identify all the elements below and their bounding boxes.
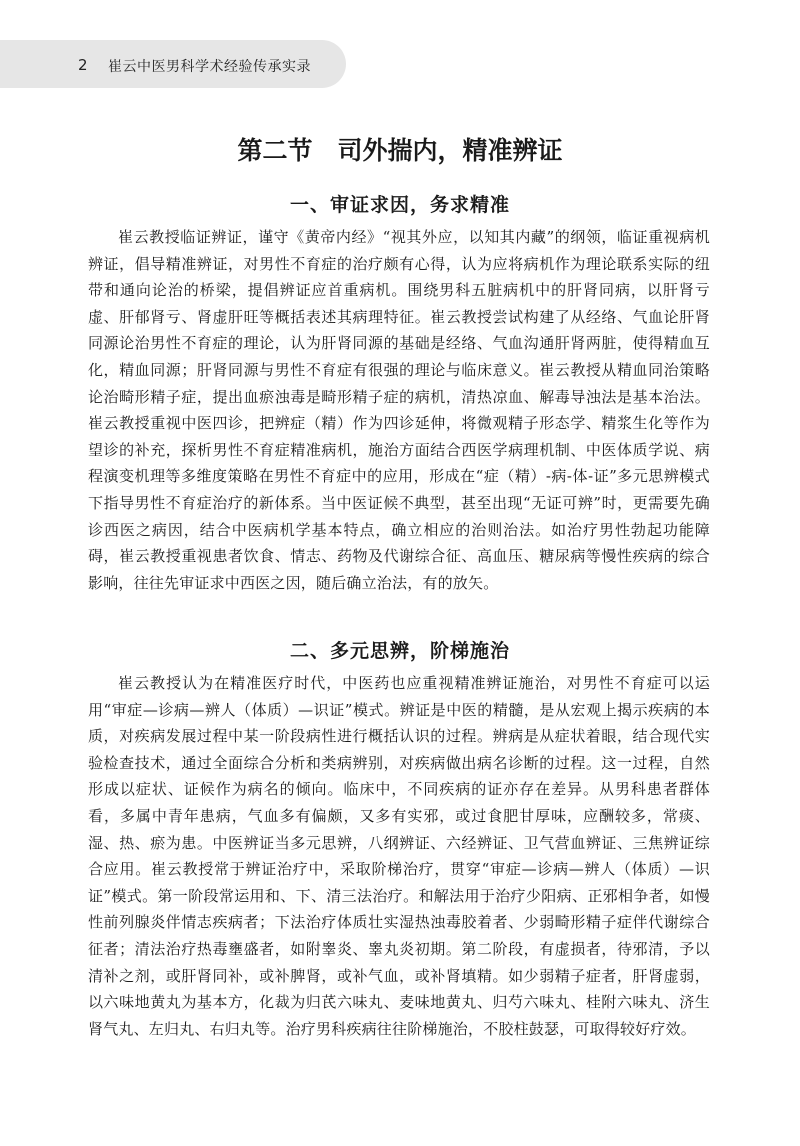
page-number: 2 [78, 56, 88, 74]
book-title: 崔云中医男科学术经验传承实录 [108, 59, 311, 75]
subsection-heading-2: 二、多元思辨，阶梯施治 [289, 639, 510, 662]
subsection-paragraph-2: 崔云教授认为在精准医疗时代，中医药也应重视精准辨证施治，对男性不育症可以运用“审症—诊病—辨人（体质）—识证”模式。辨证是中医的精髓，是从宏观上揭示疾病的本质，对疾病发展过程中某一阶段病性进行概括认识的过程。辨病是从症状着眼，结合现代实验检查技术，通过全面综合分析和类病辨别，对疾病做出病名诊断的过程。这一过程，自然形成以症状、证候作为病名的倾向。临床中，不同疾病的证亦存在差异。从男科患者群体看，多属中青年患病，气血多有偏颇，又多有实邪，或过食肥甘厚味，应酬较多，常痰、湿、热、瘀为患。中医辨证当多元思辨，八纲辨证、六经辨证、卫气营血辨证、三焦辨证综合应用。崔云教授常于辨证治疗中，采取阶梯治疗，贯穿“审症—诊病—辨人（体质）—识证”模式。第一阶段常运用和、下、清三法治疗。和解法用于治疗少阳病、正邪相争者，如慢性前列腺炎伴情志疾病者；下法治疗体质壮实湿热浊毒胶着者、少弱畸形精子症伴代谢综合征者；清法治疗热毒壅盛者，如附睾炎、睾丸炎初期。第二阶段，有虚损者，待邪清，予以清补之剂，或肝肾同补，或补脾肾，或补气血，或补肾填精。如少弱精子症者，肝肾虚弱，以六味地黄丸为基本方，化裁为归芪六味丸、麦味地黄丸、归芍六味丸、桂附六味丸、济生肾气丸、左归丸、右归丸等。治疗男科疾病往往阶梯施治，不胶柱鼓瑟，可取得较好疗效。 [88, 674, 710, 1038]
subsection-paragraph-1: 崔云教授临证辨证，谨守《黄帝内经》“视其外应，以知其内藏”的纲领，临证重视病机辨证，倡导精准辨证，对男性不育症的治疗颇有心得，认为应将病机作为理论联系实际的纽带和通向论治的桥梁，提倡辨证应首重病机。围绕男科五脏病机中的肝肾同病，以肝肾亏虚、肝郁肾亏、肾虚肝旺等概括表述其病理特征。崔云教授尝试构建了从经络、气血论肝肾同源论治男性不育症的理论，认为肝肾同源的基础是经络、气血沟通肝肾两脏，使得精血互化，精血同源；肝肾同源与男性不育症有很强的理论与临床意义。崔云教授从精血同治策略论治畸形精子症，提出血瘀浊毒是畸形精子症的病机，清热凉血、解毒导浊法是基本治法。崔云教授重视中医四诊，把辨症（精）作为四诊延伸，将微观精子形态学、精浆生化等作为望诊的补充，探析男性不育症精准病机，施治方面结合西医学病理机制、中医体质学说、病程演变机理等多维度策略在男性不育症中的应用，形成在“症（精）-病-体-证”多元思辨模式下指导男性不育症治疗的新体系。当中医证候不典型，甚至出现“无证可辨”时，更需要先确诊西医之病因，结合中医病机学基本特点，确立相应的治则治法。如治疗男性勃起功能障碍，崔云教授重视患者饮食、情志、药物及代谢综合征、高血压、糖尿病等慢性疾病的综合影响，往往先审证求中西医之因，随后确立治法，有的放矢。 [88, 228, 710, 592]
section-title: 第二节 司外揣内，精准辨证 [237, 135, 563, 165]
subsection-heading-1: 一、审证求因，务求精准 [289, 193, 510, 216]
